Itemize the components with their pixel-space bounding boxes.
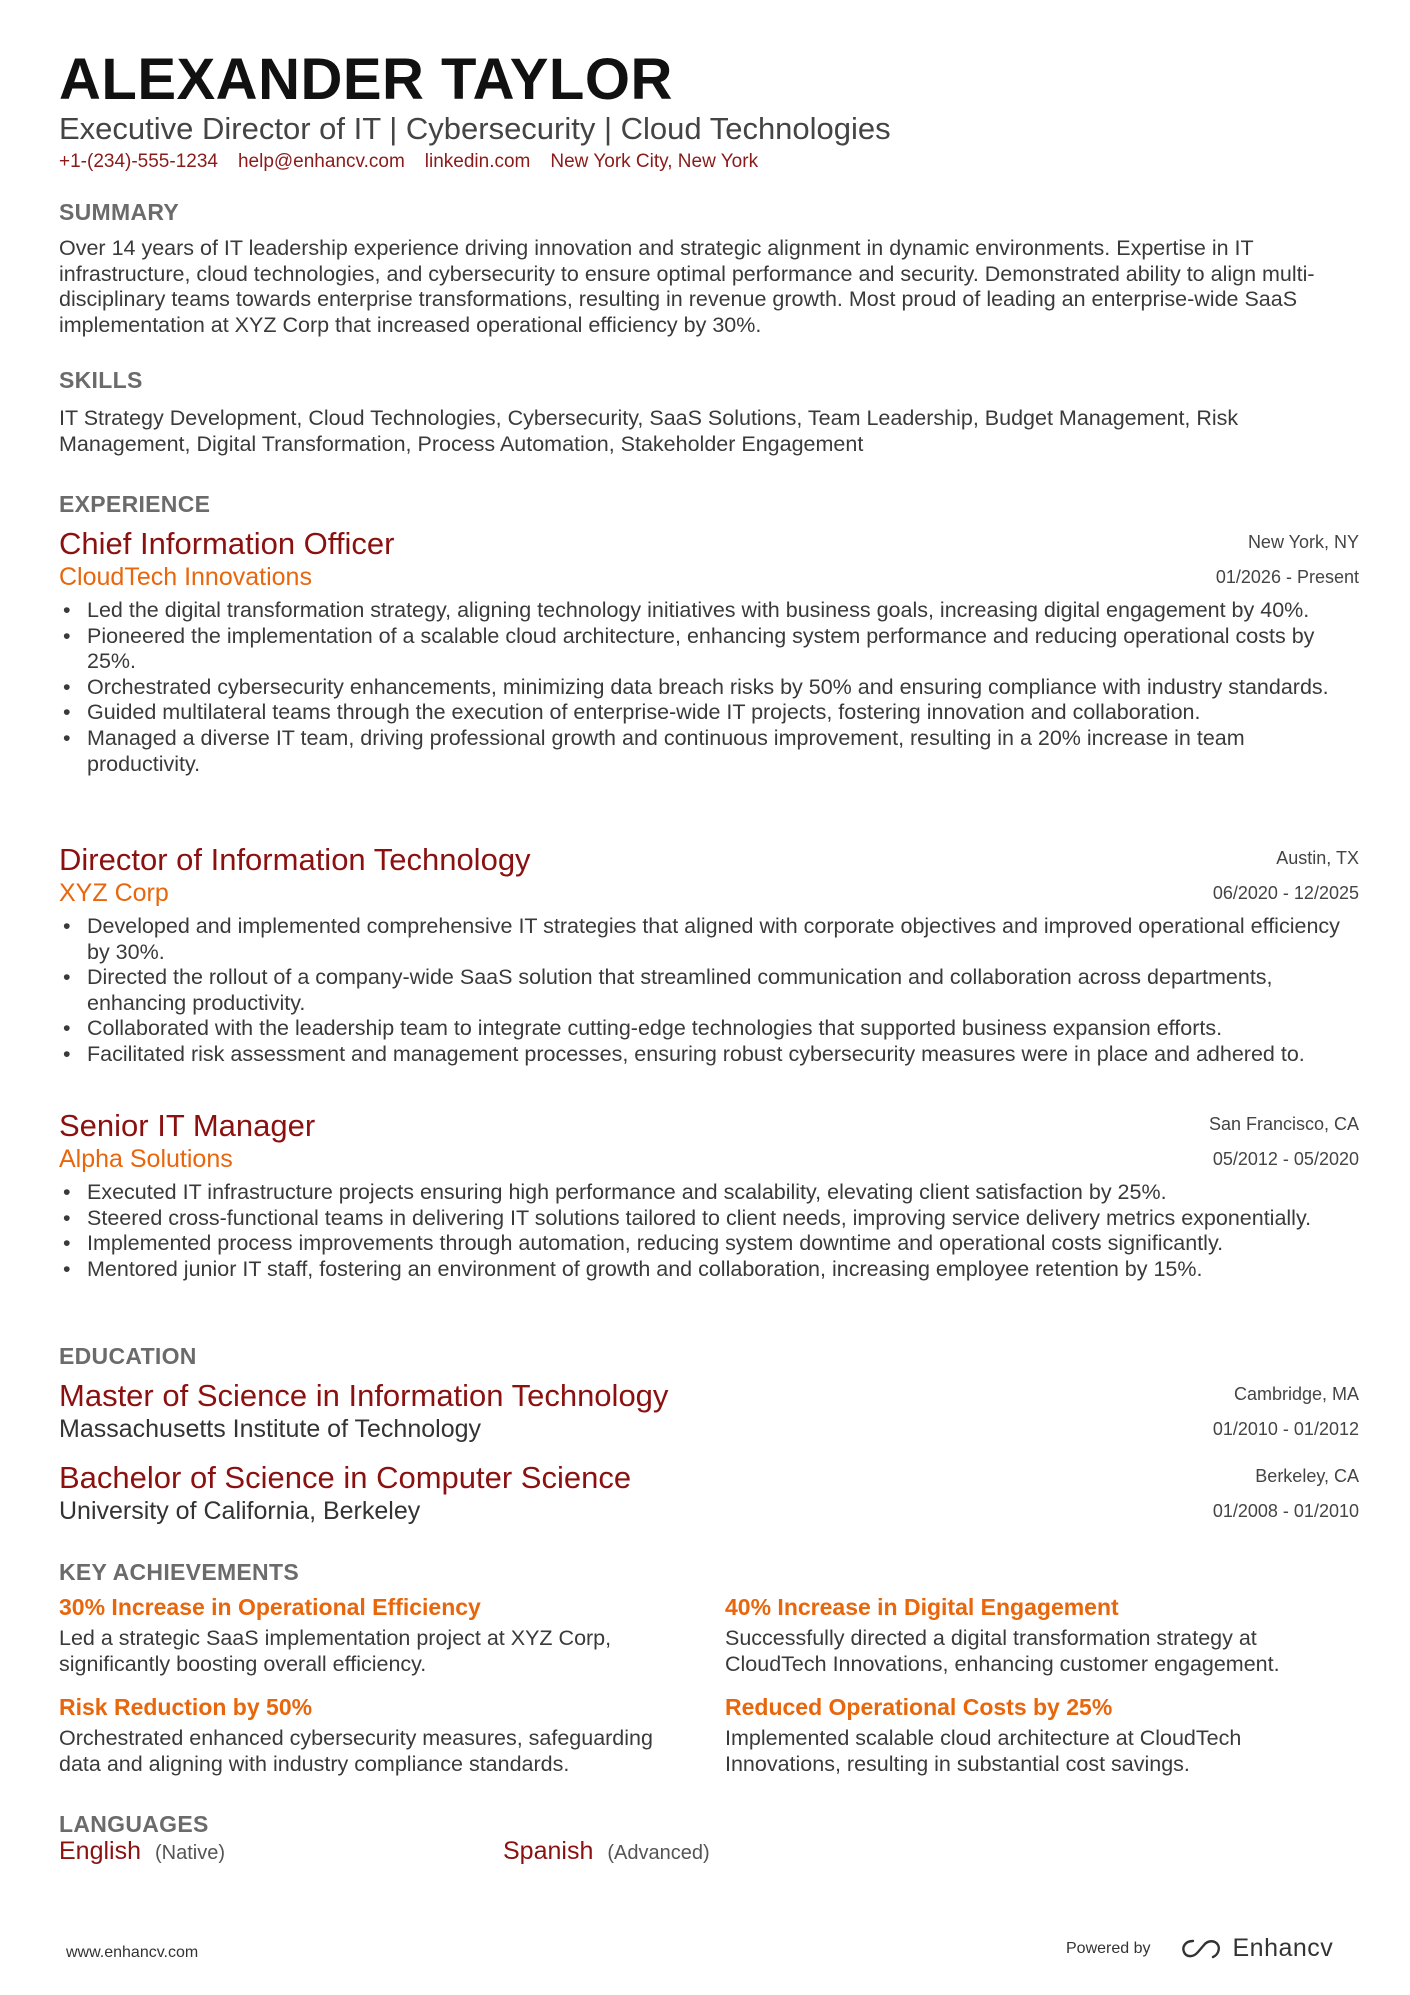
- bullet: • Orchestrated cybersecurity enhancements, minimizing data breach risks by 50% and ensuring compliance with industry standards.: [87, 675, 1359, 701]
- role-dates: 01/2026 - Present: [1215, 567, 1359, 587]
- bullet: • Facilitated risk assessment and management processes, ensuring robust cybersecurity measures were in place and adhered to.: [87, 1042, 1359, 1068]
- achievement-title: 40% Increase in Digital Engagement: [725, 1594, 1119, 1620]
- contact-linkedin[interactable]: linkedin.com: [424, 151, 531, 172]
- degree-title: Master of Science in Information Technology: [59, 1378, 669, 1413]
- role-title: Senior IT Manager: [59, 1108, 316, 1143]
- bullet: • Managed a diverse IT team, driving professional growth and continuous improvement, resulting in a 20% increase in team productivity.: [87, 726, 1359, 777]
- powered-by-label: Powered by: [1066, 1939, 1151, 1957]
- language-name: Spanish: [503, 1837, 594, 1865]
- education-location: Cambridge, MA: [1233, 1384, 1359, 1404]
- bullet: • Implemented process improvements through automation, reducing system downtime and operational costs significantly.: [87, 1231, 1359, 1257]
- contact-phone[interactable]: +1-(234)-555-1234: [59, 151, 218, 172]
- achievements-heading: KEY ACHIEVEMENTS: [59, 1559, 299, 1585]
- contact-location: New York City, New York: [550, 151, 759, 172]
- candidate-name: ALEXANDER TAYLOR: [59, 47, 673, 112]
- role-bullets: [59, 598, 1359, 777]
- summary-heading: SUMMARY: [59, 199, 180, 225]
- skills-heading: SKILLS: [59, 367, 143, 393]
- language-item: [503, 1837, 710, 1866]
- role-bullets: [59, 1180, 1359, 1282]
- candidate-title: Executive Director of IT | Cybersecurity | Cloud Technologies: [59, 111, 891, 146]
- enhancv-brand: Enhancv: [1232, 1934, 1334, 1962]
- bullet: • Steered cross-functional teams in delivering IT solutions tailored to client needs, improving service delivery metrics exponentially.: [87, 1206, 1359, 1232]
- bullet: • Led the digital transformation strategy, aligning technology initiatives with business goals, increasing digital engagement by 40%.: [87, 598, 1359, 624]
- role-company: XYZ Corp: [59, 879, 169, 907]
- role-bullets: [59, 914, 1359, 1068]
- degree-title: Bachelor of Science in Computer Science: [59, 1460, 632, 1495]
- bullet: • Mentored junior IT staff, fostering an environment of growth and collaboration, increasing employee retention by 15%.: [87, 1257, 1359, 1283]
- bullet: • Pioneered the implementation of a scalable cloud architecture, enhancing system performance and reducing operational costs by 25%.: [87, 624, 1359, 675]
- achievement-desc: Successfully directed a digital transformation strategy at CloudTech Innovations, enhancing customer engagement.: [725, 1626, 1280, 1676]
- experience-heading: EXPERIENCE: [59, 491, 211, 517]
- achievement-item: [725, 1592, 1355, 1677]
- achievement-item: [725, 1692, 1355, 1777]
- role-location: Austin, TX: [1276, 848, 1359, 868]
- contact-email[interactable]: help@enhancv.com: [237, 151, 405, 172]
- role-company: CloudTech Innovations: [59, 563, 312, 591]
- education-heading: EDUCATION: [59, 1343, 197, 1369]
- achievement-title: Reduced Operational Costs by 25%: [725, 1694, 1113, 1720]
- footer-website[interactable]: www.enhancv.com: [66, 1944, 199, 1961]
- role-dates: 06/2020 - 12/2025: [1212, 883, 1359, 903]
- bullet: • Collaborated with the leadership team to integrate cutting-edge technologies that supported business expansion efforts.: [87, 1016, 1359, 1042]
- achievement-title: Risk Reduction by 50%: [59, 1694, 313, 1720]
- achievement-title: 30% Increase in Operational Efficiency: [59, 1594, 481, 1620]
- language-level: (Native): [155, 1842, 226, 1864]
- bullet: • Executed IT infrastructure projects ensuring high performance and scalability, elevating client satisfaction by 25%.: [87, 1180, 1359, 1206]
- role-dates: 05/2012 - 05/2020: [1212, 1149, 1359, 1169]
- enhancv-logo-icon: [1179, 1937, 1225, 1961]
- bullet: • Directed the rollout of a company-wide SaaS solution that streamlined communication and collaboration across departments, enhancing productivity.: [87, 965, 1359, 1016]
- achievement-desc: Implemented scalable cloud architecture at CloudTech Innovations, resulting in substantial cost savings.: [725, 1726, 1242, 1776]
- language-item: [59, 1837, 225, 1866]
- bullet: • Developed and implemented comprehensive IT strategies that aligned with corporate objectives and improved operational efficiency by 30%.: [87, 914, 1359, 965]
- achievement-item: [59, 1692, 689, 1777]
- education-dates: 01/2008 - 01/2010: [1212, 1501, 1359, 1521]
- school-name: University of California, Berkeley: [59, 1497, 421, 1525]
- role-location: San Francisco, CA: [1208, 1114, 1359, 1134]
- summary-text: Over 14 years of IT leadership experience driving innovation and strategic alignment in dynamic environments. Expertise in IT infrastructure, cloud technologies, and cybersecurity to ensure optimal performance and security. Demonstrated ability to align multi-disciplinary teams towards enterprise transformations, resulting in revenue growth. Most proud of leading an enterprise-wide SaaS implementation at XYZ Corp that increased operational efficiency by 30%.: [59, 236, 1315, 337]
- achievement-desc: Orchestrated enhanced cybersecurity measures, safeguarding data and aligning with industry compliance standards.: [59, 1726, 653, 1776]
- education-dates: 01/2010 - 01/2012: [1212, 1419, 1359, 1439]
- footer-branding[interactable]: [1066, 1934, 1333, 1963]
- school-name: Massachusetts Institute of Technology: [59, 1415, 481, 1443]
- role-location: New York, NY: [1247, 532, 1359, 552]
- bullet: • Guided multilateral teams through the execution of enterprise-wide IT projects, fostering innovation and collaboration.: [87, 700, 1359, 726]
- language-level: (Advanced): [607, 1842, 710, 1864]
- languages-heading: LANGUAGES: [59, 1811, 209, 1837]
- education-location: Berkeley, CA: [1255, 1466, 1359, 1486]
- language-name: English: [59, 1837, 141, 1865]
- role-title: Director of Information Technology: [59, 842, 531, 877]
- skills-text: IT Strategy Development, Cloud Technologies, Cybersecurity, SaaS Solutions, Team Leadership, Budget Management, Risk Management, Digital Transformation, Process Automation, Stakeholder Engagement: [59, 406, 1239, 456]
- contact-line: [59, 150, 778, 174]
- role-company: Alpha Solutions: [59, 1145, 233, 1173]
- achievement-item: [59, 1592, 689, 1677]
- role-title: Chief Information Officer: [59, 526, 395, 561]
- achievement-desc: Led a strategic SaaS implementation project at XYZ Corp, significantly boosting overall efficiency.: [59, 1626, 612, 1676]
